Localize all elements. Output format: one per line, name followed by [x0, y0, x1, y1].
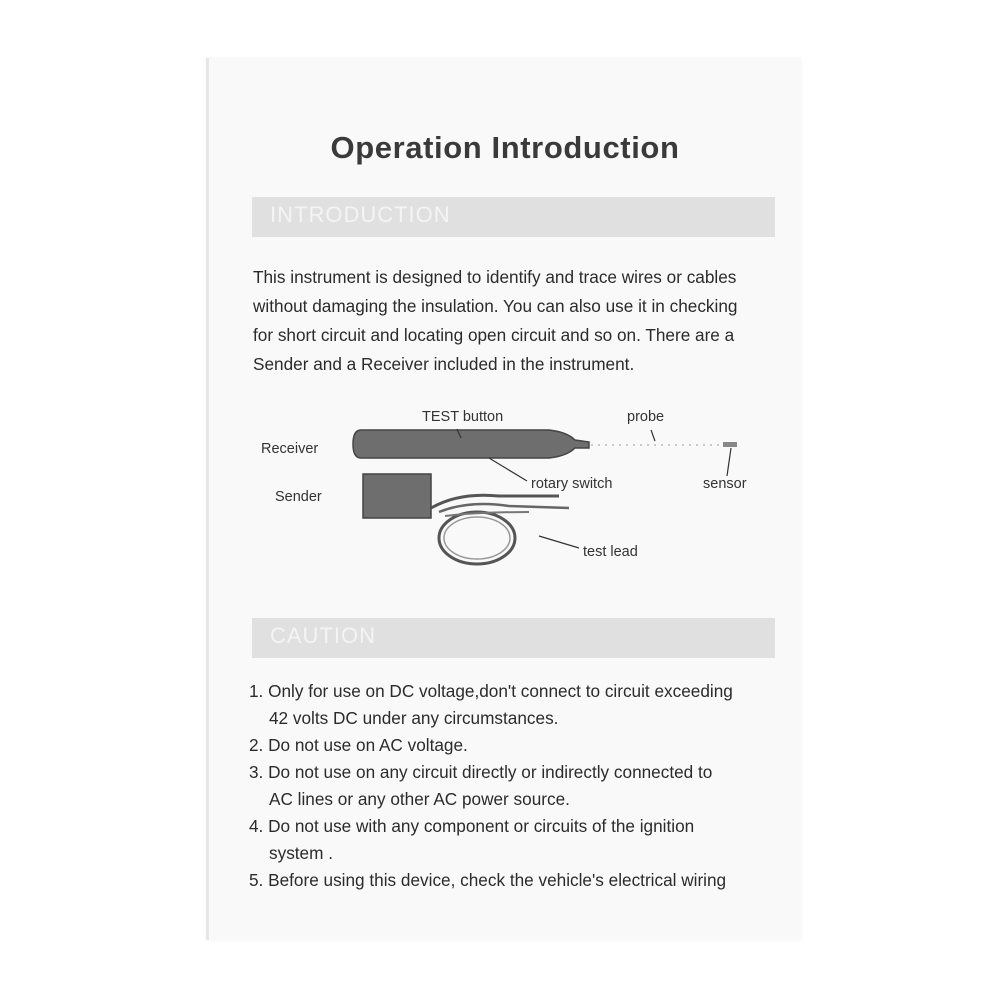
- rotary-switch-label: rotary switch: [531, 476, 613, 492]
- caution-list: [249, 678, 799, 894]
- test-lead-label: test lead: [583, 544, 638, 560]
- probe-label: probe: [627, 409, 665, 425]
- introduction-heading: INTRODUCTION: [270, 202, 451, 227]
- intro-line: without damaging the insulation. You can also use it in checking: [253, 296, 738, 316]
- manual-page: [206, 58, 801, 940]
- intro-line: for short circuit and locating open circuit and so on. There are a: [253, 325, 735, 345]
- page-title: Operation Introduction: [330, 130, 680, 165]
- intro-line: This instrument is designed to identify and trace wires or cables: [253, 267, 737, 287]
- caution-heading: CAUTION: [270, 623, 376, 648]
- test-button-label: TEST button: [422, 409, 504, 425]
- intro-line: Sender and a Receiver included in the instrument.: [253, 354, 635, 374]
- caution-item: 4. Do not use with any component or circuits of the ignition: [249, 816, 695, 836]
- caution-item: 1. Only for use on DC voltage,don't connect to circuit exceeding: [249, 681, 733, 701]
- caution-item: 2. Do not use on AC voltage.: [249, 735, 468, 755]
- sender-icon: [363, 474, 431, 518]
- test-lead-icon: [439, 512, 515, 564]
- caution-item-continuation: 42 volts DC under any circumstances.: [269, 708, 559, 728]
- sensor-icon: [723, 442, 737, 447]
- caution-item-continuation: AC lines or any other AC power source.: [269, 789, 570, 809]
- introduction-paragraph: [253, 263, 793, 379]
- introduction-heading-band: [252, 197, 775, 237]
- caution-item-continuation: system .: [269, 843, 333, 863]
- caution-item: 5. Before using this device, check the vehicle's electrical wiring: [249, 870, 727, 890]
- sensor-label: sensor: [703, 476, 747, 492]
- sender-label: Sender: [275, 489, 322, 505]
- device-diagram: [249, 396, 769, 586]
- caution-heading-band: [252, 618, 775, 658]
- receiver-icon: [353, 430, 589, 458]
- device-illustration: [249, 396, 769, 586]
- receiver-label: Receiver: [261, 441, 319, 457]
- caution-item: 3. Do not use on any circuit directly or indirectly connected to: [249, 762, 713, 782]
